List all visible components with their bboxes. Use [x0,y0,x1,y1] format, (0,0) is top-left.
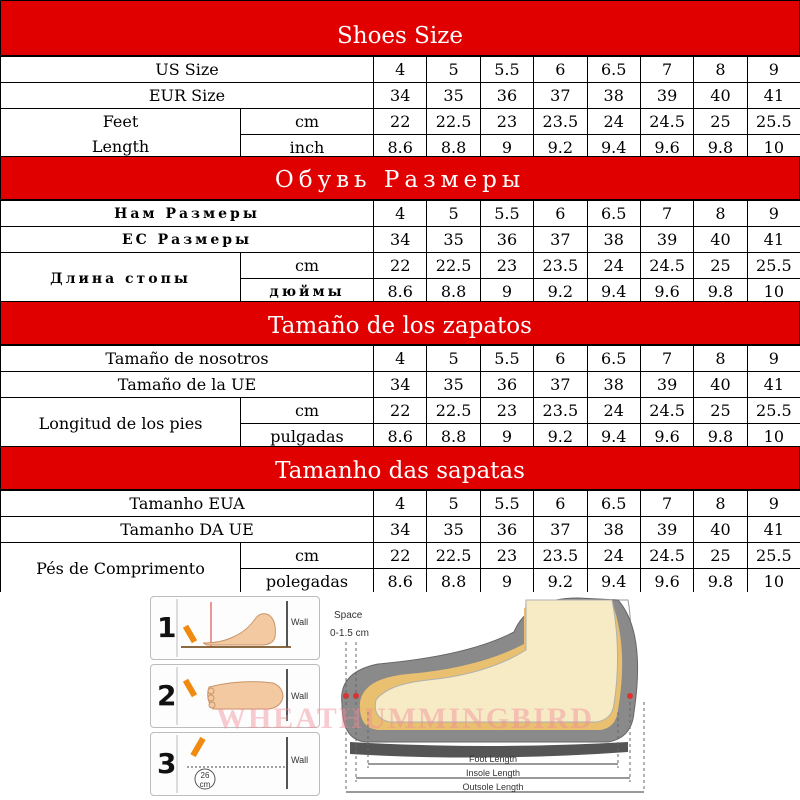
cell: 36 [480,372,533,398]
cell: 9 [480,279,533,305]
cell: 9.6 [640,135,693,161]
unit-label: cm [241,398,374,424]
table-row [1,57,800,83]
ruler-value: 26 [200,771,210,780]
cell: 23 [480,253,533,279]
ruler-unit: cm [199,780,211,789]
cell: 9.6 [640,569,693,595]
size-table-es [0,345,800,450]
cell: 9 [480,569,533,595]
cell: 34 [374,372,427,398]
cell: 9.4 [587,135,640,161]
table-row [1,253,800,279]
cell: 9 [747,491,800,517]
cell: 7 [640,57,693,83]
table-row [1,346,800,372]
cell: 9.6 [640,279,693,305]
cell: 38 [587,372,640,398]
cell: 34 [374,517,427,543]
cell: 39 [640,372,693,398]
row-label: Feet [1,109,241,135]
cell: 5 [427,201,480,227]
cell: 22 [374,398,427,424]
cell: 25 [694,543,747,569]
cell: 36 [480,227,533,253]
cell: 24.5 [640,253,693,279]
step-3-panel [150,732,320,796]
cell: 35 [427,372,480,398]
cell: 22.5 [427,543,480,569]
cell: 9 [747,346,800,372]
cell: 8.6 [374,569,427,595]
cell: 22.5 [427,253,480,279]
cell: 9 [747,201,800,227]
table-row [1,109,800,135]
cell: 8.8 [427,135,480,161]
unit-label: cm [241,253,374,279]
cell: 9.6 [640,424,693,450]
unit-label: pulgadas [241,424,374,450]
cell: 8 [694,346,747,372]
cell: 6 [534,57,587,83]
cell: 22 [374,253,427,279]
wall-label: Wall [291,691,309,701]
cell: 40 [694,227,747,253]
cell: 8.8 [427,424,480,450]
row-label: EUR Size [1,83,374,109]
cell: 5.5 [480,57,533,83]
cell: 39 [640,83,693,109]
cell: 5.5 [480,491,533,517]
cell: 23.5 [534,109,587,135]
cell: 6 [534,201,587,227]
table-row [1,201,800,227]
cell: 5.5 [480,201,533,227]
row-label: Length [1,135,241,161]
cell: 25 [694,109,747,135]
cell: 40 [694,517,747,543]
cell: 9.4 [587,569,640,595]
cell: 5 [427,57,480,83]
cell: 38 [587,227,640,253]
unit-label: inch [241,135,374,161]
row-label: Pés de Comprimento [1,543,241,595]
cell: 9.4 [587,424,640,450]
step-number: 3 [157,747,177,780]
unit-label: polegadas [241,569,374,595]
unit-label: дюймы [241,279,374,305]
cell: 25.5 [747,109,800,135]
cell: 6.5 [587,201,640,227]
cell: 10 [747,569,800,595]
cell: 37 [534,83,587,109]
cell: 41 [747,372,800,398]
cell: 24.5 [640,543,693,569]
watermark: WHEATHUMMINGBIRD [215,702,595,735]
section-header-pt: Tamanho das sapatas [0,446,800,490]
table-row [1,491,800,517]
cell: 39 [640,227,693,253]
cell: 23.5 [534,253,587,279]
cell: 7 [640,346,693,372]
cell: 41 [747,83,800,109]
cell: 40 [694,83,747,109]
cell: 10 [747,135,800,161]
cell: 22.5 [427,109,480,135]
cell: 9 [480,135,533,161]
cell: 38 [587,83,640,109]
cell: 9.8 [694,424,747,450]
row-label: Tamanho EUA [1,491,374,517]
cell: 9.8 [694,135,747,161]
step-3-illustration [151,733,319,795]
cell: 25.5 [747,253,800,279]
cell: 6 [534,491,587,517]
cell: 4 [374,201,427,227]
cell: 8.6 [374,279,427,305]
cell: 22 [374,109,427,135]
cell: 23.5 [534,398,587,424]
cell: 9 [480,424,533,450]
cell: 22 [374,543,427,569]
shoe-diagram [328,592,668,798]
cell: 24.5 [640,109,693,135]
table-row [1,227,800,253]
row-label: Tamanho DA UE [1,517,374,543]
cell: 4 [374,57,427,83]
cell: 36 [480,83,533,109]
cell: 7 [640,201,693,227]
cell: 34 [374,227,427,253]
row-label: Longitud de los pies [1,398,241,450]
cell: 23 [480,543,533,569]
cell: 38 [587,517,640,543]
size-table-en [0,56,800,161]
cell: 5 [427,346,480,372]
cell: 4 [374,346,427,372]
cell: 7 [640,491,693,517]
cell: 6 [534,346,587,372]
cell: 8 [694,201,747,227]
step-1-panel [150,596,320,660]
cell: 25 [694,398,747,424]
cell: 9.2 [534,424,587,450]
cell: 40 [694,372,747,398]
size-table-pt [0,490,800,595]
cell: 41 [747,517,800,543]
unit-label: cm [241,543,374,569]
cell: 37 [534,372,587,398]
insole-length-label: Insole Length [465,768,521,778]
cell: 37 [534,227,587,253]
heel-marker [627,693,633,699]
cell: 6.5 [587,57,640,83]
wall-label: Wall [291,755,309,765]
cell: 35 [427,227,480,253]
space-range: 0-1.5 cm [330,628,369,639]
cell: 6.5 [587,491,640,517]
cell: 10 [747,279,800,305]
row-label: US Size [1,57,374,83]
step-number: 1 [157,611,177,644]
row-label: Длина стопы [1,253,241,305]
cell: 25.5 [747,398,800,424]
cell: 9.4 [587,279,640,305]
cell: 9.8 [694,569,747,595]
cell: 5.5 [480,346,533,372]
cell: 9.2 [534,569,587,595]
cell: 34 [374,83,427,109]
cell: 8.6 [374,424,427,450]
wall-label: Wall [291,617,309,627]
cell: 8 [694,57,747,83]
table-row [1,398,800,424]
table-row [1,83,800,109]
cell: 8.8 [427,279,480,305]
cell: 8 [694,491,747,517]
row-label: Нам Размеры [1,201,374,227]
cell: 22.5 [427,398,480,424]
cell: 24 [587,253,640,279]
cell: 41 [747,227,800,253]
table-row [1,517,800,543]
measuring-guide [0,592,800,800]
cell: 8.8 [427,569,480,595]
cell: 24.5 [640,398,693,424]
cell: 23.5 [534,543,587,569]
cell: 9.8 [694,279,747,305]
cell: 9 [747,57,800,83]
step-number: 2 [157,679,177,712]
outsole-length-label: Outsole Length [462,782,524,792]
cell: 35 [427,517,480,543]
cell: 39 [640,517,693,543]
cell: 9.2 [534,135,587,161]
cell: 23 [480,109,533,135]
cell: 8.6 [374,135,427,161]
row-label: Tamaño de nosotros [1,346,374,372]
cell: 4 [374,491,427,517]
cell: 35 [427,83,480,109]
space-label: Space [334,610,363,621]
cell: 23 [480,398,533,424]
foot-length-label: Foot Length [468,754,518,764]
cell: 24 [587,398,640,424]
cell: 25 [694,253,747,279]
row-label: Tamaño de la UE [1,372,374,398]
cell: 6.5 [587,346,640,372]
table-row [1,543,800,569]
cell: 9.2 [534,279,587,305]
section-header-ru: Обувь Размеры [0,156,800,200]
cell: 37 [534,517,587,543]
unit-label: cm [241,109,374,135]
cell: 24 [587,109,640,135]
section-header-en: Shoes Size [0,0,800,56]
cell: 5 [427,491,480,517]
table-row [1,372,800,398]
section-header-es: Tamaño de los zapatos [0,301,800,345]
step-1-illustration [151,597,319,659]
cell: 36 [480,517,533,543]
cell: 24 [587,543,640,569]
cell: 10 [747,424,800,450]
size-table-ru [0,200,800,305]
row-label: ЕС Размеры [1,227,374,253]
cell: 25.5 [747,543,800,569]
